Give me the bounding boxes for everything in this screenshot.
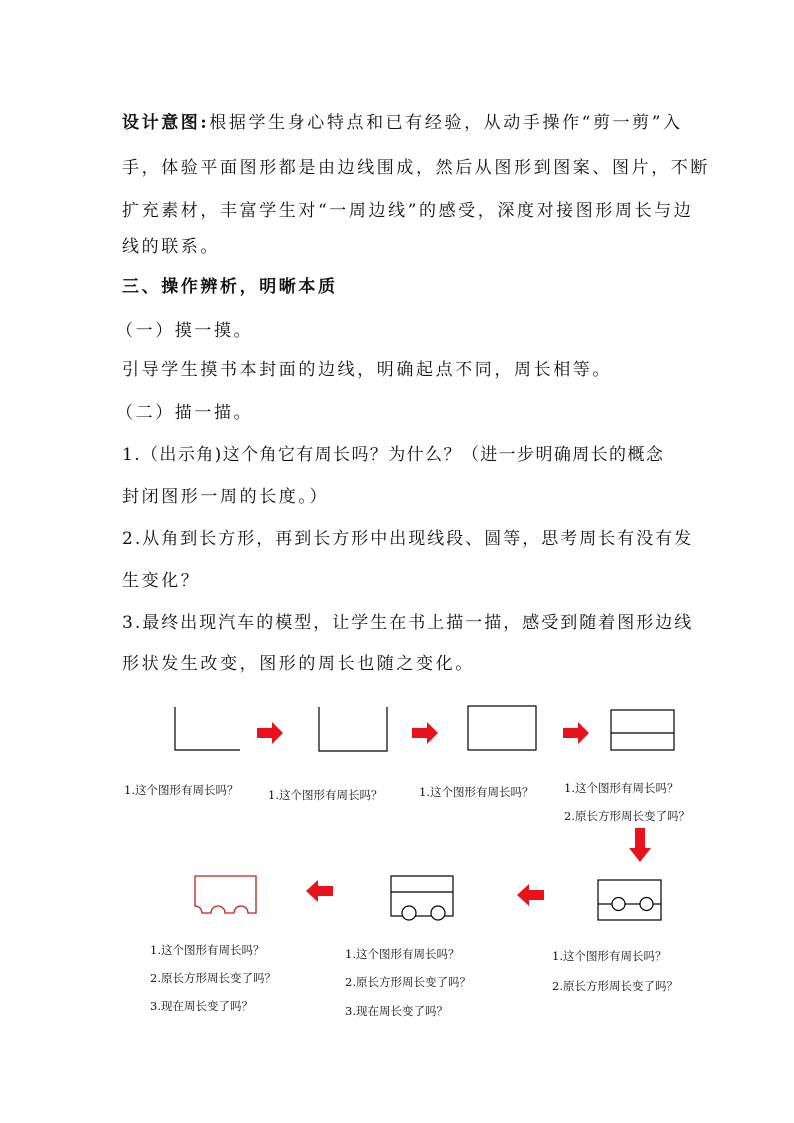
arrow-left-icon (517, 884, 544, 906)
caption-q2: 2.原长方形周长变了吗？ (150, 971, 276, 985)
paragraph-line-4: 线的联系。 (122, 237, 220, 257)
caption-q1: 1.这个图形有周长吗？ (564, 781, 679, 795)
subsection-2-title: （二）描一描。 (116, 403, 254, 423)
caption-q2: 2.原长方形周长变了吗？ (345, 975, 471, 989)
arrow-left-icon (306, 880, 333, 902)
paragraph-text: 根据学生身心特点和已有经验，从动手操作“剪一剪”入 (209, 113, 683, 133)
caption-q3: 3.现在周长变了吗？ (345, 1004, 448, 1018)
arrow-down-icon (629, 828, 651, 862)
caption-q1: 1.这个图形有周长吗？ (124, 783, 239, 797)
item-2-line-1: 2.从角到长方形，再到长方形中出现线段、圆等，思考周长有没有发 (122, 529, 694, 549)
arrow-right-icon (412, 722, 438, 744)
arrow-right-icon (257, 722, 283, 744)
rectangle-with-segment-figure (611, 710, 674, 750)
section-title: 三、操作辨析，明晰本质 (122, 277, 338, 297)
subsection-1-text: 引导学生摸书本封面的边线，明确起点不同，周长相等。 (122, 360, 612, 380)
caption-q2: 2.原长方形周长变了吗？ (564, 809, 690, 823)
item-2-line-2: 生变化？ (122, 571, 201, 591)
caption-q1: 1.这个图形有周长吗？ (150, 943, 265, 957)
caption-q2: 2.原长方形周长变了吗？ (552, 979, 678, 993)
item-3-line-2: 形状发生改变，图形的周长也随之变化。 (122, 654, 475, 674)
angle-figure (175, 707, 240, 750)
car-outline-figure (195, 876, 256, 913)
item-3-line-1: 3.最终出现汽车的模型，让学生在书上描一描，感受到随着图形边线 (122, 613, 694, 633)
item-1-line-2: 封闭图形一周的长度。） (122, 487, 330, 507)
subsection-1-title: （一）摸一摸。 (116, 321, 254, 341)
rectangle-figure (468, 706, 536, 750)
item-1-line-1: 1.（出示角)这个角它有周长吗？为什么？（进一步明确周长的概念 (122, 445, 665, 465)
caption-q1: 1.这个图形有周长吗？ (268, 788, 383, 802)
caption-q1: 1.这个图形有周长吗？ (419, 785, 534, 799)
open-rectangle-figure (319, 707, 387, 751)
arrow-right-icon (563, 722, 589, 744)
design-intent-heading: 设计意图: (122, 113, 210, 133)
paragraph-line-3: 扩充素材，丰富学生对“一周边线”的感受，深度对接图形周长与边 (122, 201, 694, 221)
caption-q1: 1.这个图形有周长吗？ (552, 949, 667, 963)
paragraph-line-2: 手，体验平面图形都是由边线围成，然后从图形到图案、图片，不断 (122, 158, 710, 178)
caption-q1: 1.这个图形有周长吗？ (345, 947, 460, 961)
caption-q3: 3.现在周长变了吗？ (150, 999, 253, 1013)
